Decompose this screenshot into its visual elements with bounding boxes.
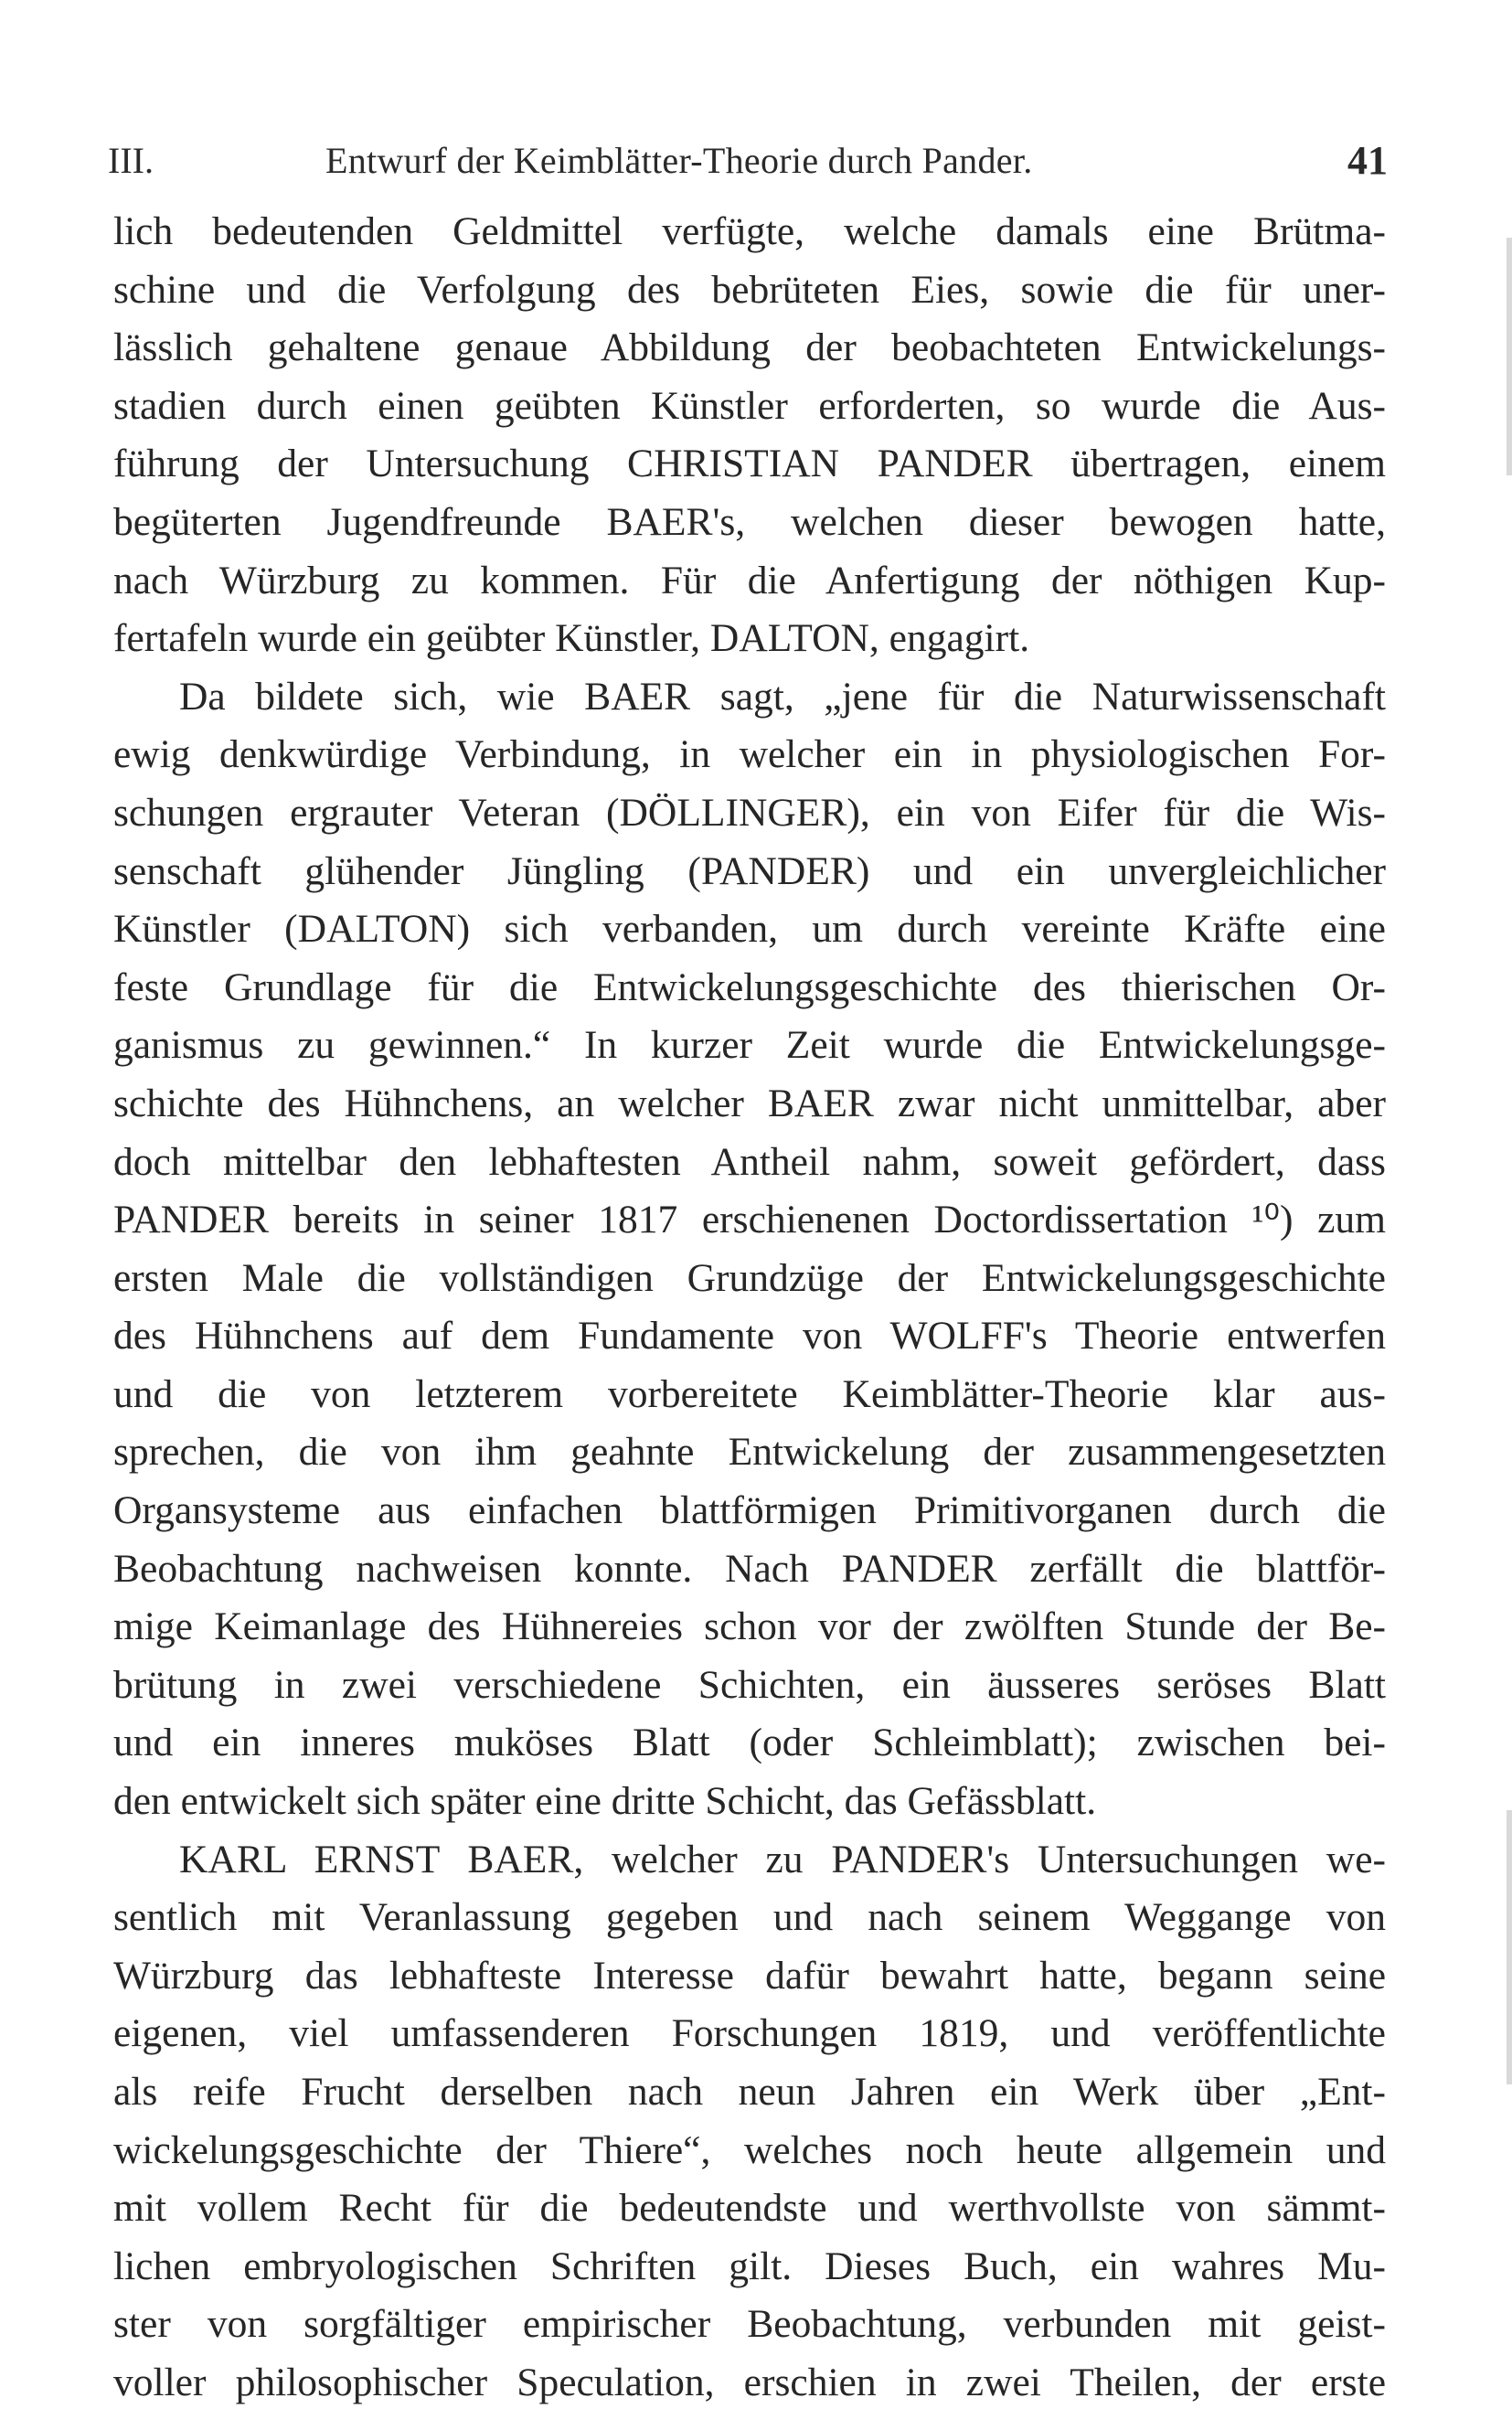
text-line: wickelungsgeschichte der Thiere“, welches noch heute allgemein und [113,2127,1386,2172]
running-title: Entwurf der Keimblätter-Theorie durch Pander. [325,140,1033,181]
text-line: mige Keimanlage des Hühnereies schon vor der zwölften Stunde der Be- [113,1604,1386,1649]
text-line: sentlich mit Veranlassung gegeben und nach seinem Weggange von [113,1895,1386,1940]
text-line: ster von sorgfältiger empirischer Beobachtung, verbunden mit geist- [113,2302,1386,2347]
text-line: doch mittelbar den lebhaftesten Antheil nahm, soweit gefördert, dass [113,1139,1386,1184]
text-line: mit vollem Recht für die bedeutendste und werthvollste von sämmt- [113,2186,1386,2231]
text-line: führung der Untersuchung CHRISTIAN PANDER übertragen, einem [113,442,1386,486]
text-line: PANDER bereits in seiner 1817 erschienenen Doctordissertation ¹⁰) zum [113,1198,1386,1242]
page-edge-shadow [1507,238,1512,475]
text-line: stadien durch einen geübten Künstler erforderten, so wurde die Aus- [113,383,1386,428]
text-line: ewig denkwürdige Verbindung, in welcher ein in physiologischen For- [113,732,1386,777]
text-line: schichte des Hühnchens, an welcher BAER zwar nicht unmittelbar, aber [113,1081,1386,1125]
text-line: lich bedeutenden Geldmittel verfügte, welche damals eine Brütma- [113,209,1386,253]
text-line: brütung in zwei verschiedene Schichten, ein äusseres seröses Blatt [113,1662,1386,1707]
text-line: des Hühnchens auf dem Fundamente von WOLFF's Theorie entwerfen [113,1314,1386,1359]
text-line: begüterten Jugendfreunde BAER's, welchen dieser bewogen hatte, [113,499,1386,544]
text-line: schungen ergrauter Veteran (DÖLLINGER), ein von Eifer für die Wis- [113,790,1386,835]
text-line: fertafeln wurde ein geübter Künstler, DALTON, engagirt. [113,616,1030,661]
text-line: lässlich gehaltene genaue Abbildung der beobachteten Entwickelungs- [113,325,1386,370]
text-line: Organsysteme aus einfachen blattförmigen Primitivorganen durch die [113,1488,1386,1533]
text-line: feste Grundlage für die Entwickelungsgeschichte des thierischen Or- [113,965,1386,1009]
text-line: voller philosophischer Speculation, erschien in zwei Theilen, der erste [113,2360,1386,2404]
text-line: Beobachtung nachweisen konnte. Nach PANDER zerfällt die blattför- [113,1546,1386,1591]
text-line: schine und die Verfolgung des bebrüteten Eies, sowie die für uner- [113,267,1386,312]
text-line: Würzburg das lebhafteste Interesse dafür bewahrt hatte, begann seine [113,1953,1386,1998]
text-line: als reife Frucht derselben nach neun Jahren ein Werk über „Ent- [113,2070,1386,2114]
text-line: ganismus zu gewinnen.“ In kurzer Zeit wurde die Entwickelungsge- [113,1023,1386,1068]
page-number: 41 [1347,138,1388,183]
text-line: ersten Male die vollständigen Grundzüge der Entwickelungsgeschichte [113,1255,1386,1300]
text-line: nach Würzburg zu kommen. Für die Anfertigung der nöthigen Kup- [113,558,1386,602]
body-text [113,203,1386,2413]
text-line: und die von letzterem vorbereitete Keimblätter-Theorie klar aus- [113,1371,1386,1416]
text-line: senschaft glühender Jüngling (PANDER) und ein unvergleichlicher [113,848,1386,893]
text-line: Künstler (DALTON) sich verbanden, um durch vereinte Kräfte eine [113,907,1386,952]
text-line: und ein inneres muköses Blatt (oder Schleimblatt); zwischen bei- [113,1721,1386,1765]
paragraph-start-line: Da bildete sich, wie BAER sagt, „jene für die Naturwissenschaft [179,674,1386,719]
text-line: eigenen, viel umfassenderen Forschungen 1819, und veröffentlichte [113,2011,1386,2056]
text-line: lichen embryologischen Schriften gilt. Dieses Buch, ein wahres Mu- [113,2243,1386,2288]
running-head [108,135,1388,187]
paragraph-start-line: KARL ERNST BAER, welcher zu PANDER's Untersuchungen we- [179,1837,1386,1881]
text-line: sprechen, die von ihm geahnte Entwickelung der zusammengesetzten [113,1430,1386,1475]
text-line: den entwickelt sich später eine dritte Schicht, das Gefässblatt. [113,1779,1097,1824]
page-edge-shadow [1507,1810,1512,2084]
chapter-number: III. [108,140,154,181]
